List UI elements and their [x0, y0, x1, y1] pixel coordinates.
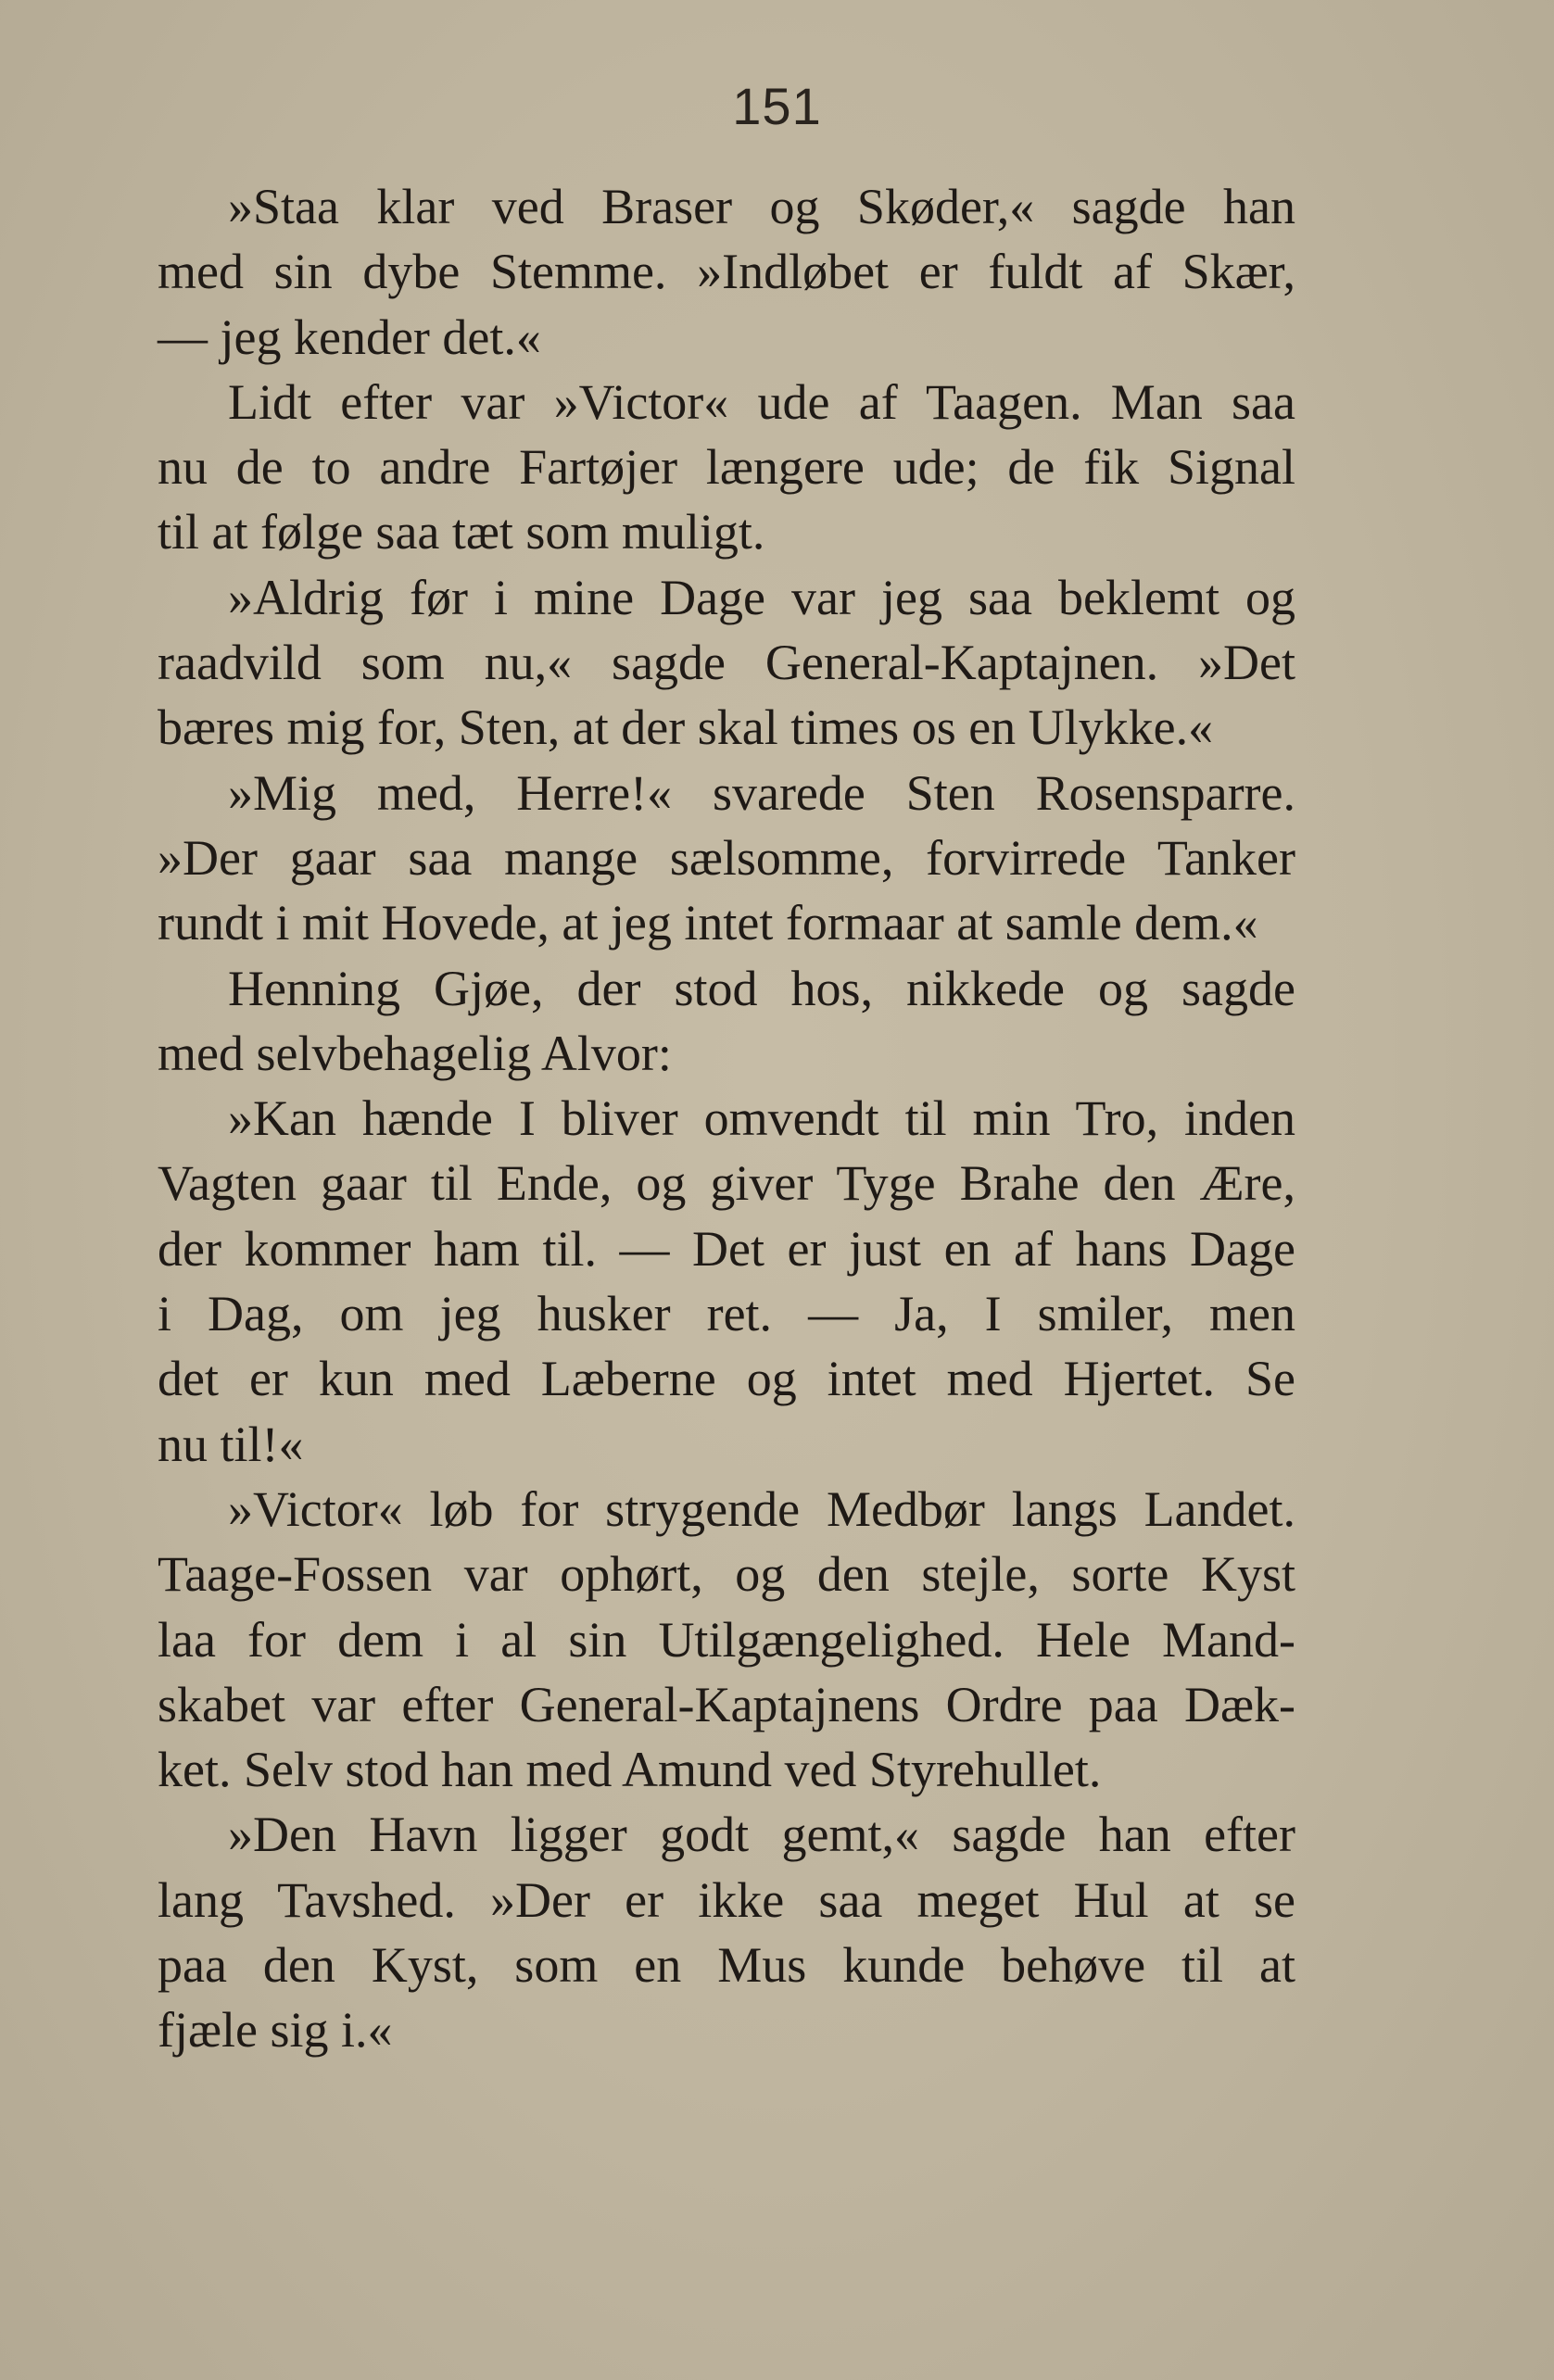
text-line: »Mig med, Herre!« svarede Sten Rosensparre. — [228, 764, 1295, 821]
text-line: »Kan hænde I bliver omvendt til min Tro, inden — [228, 1090, 1295, 1147]
text-line: Taage-Fossen var ophørt, og den stejle, sorte Kyst — [158, 1546, 1295, 1603]
text-line: raadvild som nu,« sagde General-Kaptajnen. »Det — [158, 635, 1295, 691]
text-line: »Victor« løb for strygende Medbør langs Landet. — [228, 1480, 1295, 1537]
text-line: bæres mig for, Sten, at der skal times os en Ulykke.« — [158, 699, 1214, 756]
text-line: rundt i mit Hovede, at jeg intet formaar at samle dem.« — [158, 895, 1258, 951]
page-text — [158, 174, 1295, 2063]
text-line: der kommer ham til. — Det er just en af hans Dage — [158, 1220, 1295, 1277]
page-number: 151 — [732, 77, 822, 135]
text-line: paa den Kyst, som en Mus kunde behøve til at — [158, 1937, 1295, 1994]
text-line: i Dag, om jeg husker ret. — Ja, I smiler, men — [158, 1286, 1295, 1342]
text-line: fjæle sig i.« — [158, 2002, 393, 2059]
text-line: Vagten gaar til Ende, og giver Tyge Brahe den Ære, — [158, 1155, 1295, 1212]
text-line: lang Tavshed. »Der er ikke saa meget Hul at se — [158, 1871, 1295, 1928]
text-line: med selvbehagelig Alvor: — [158, 1025, 672, 1081]
text-line: nu til!« — [158, 1416, 304, 1472]
text-line: Henning Gjøe, der stod hos, nikkede og sagde — [228, 960, 1295, 1016]
text-line: Lidt efter var »Victor« ude af Taagen. Man saa — [228, 373, 1295, 430]
text-line: ket. Selv stod han med Amund ved Styrehullet. — [158, 1742, 1102, 1798]
text-line: til at følge saa tæt som muligt. — [158, 504, 765, 560]
text-line: skabet var efter General-Kaptajnens Ordre paa Dæk- — [158, 1676, 1295, 1732]
text-line: med sin dybe Stemme. »Indløbet er fuldt af Skær, — [158, 244, 1295, 300]
text-line: laa for dem i al sin Utilgængelighed. Hele Mand- — [158, 1611, 1295, 1668]
text-line: »Der gaar saa mange sælsomme, forvirrede Tanker — [158, 829, 1295, 886]
text-line: — jeg kender det.« — [158, 309, 541, 365]
text-line: det er kun med Læberne og intet med Hjertet. Se — [158, 1351, 1295, 1407]
text-line: »Den Havn ligger godt gemt,« sagde han efter — [228, 1807, 1295, 1863]
text-line: nu de to andre Fartøjer længere ude; de fik Signal — [158, 439, 1295, 496]
text-line: »Aldrig før i mine Dage var jeg saa beklemt og — [228, 569, 1295, 625]
text-line: »Staa klar ved Braser og Skøder,« sagde han — [228, 179, 1295, 234]
